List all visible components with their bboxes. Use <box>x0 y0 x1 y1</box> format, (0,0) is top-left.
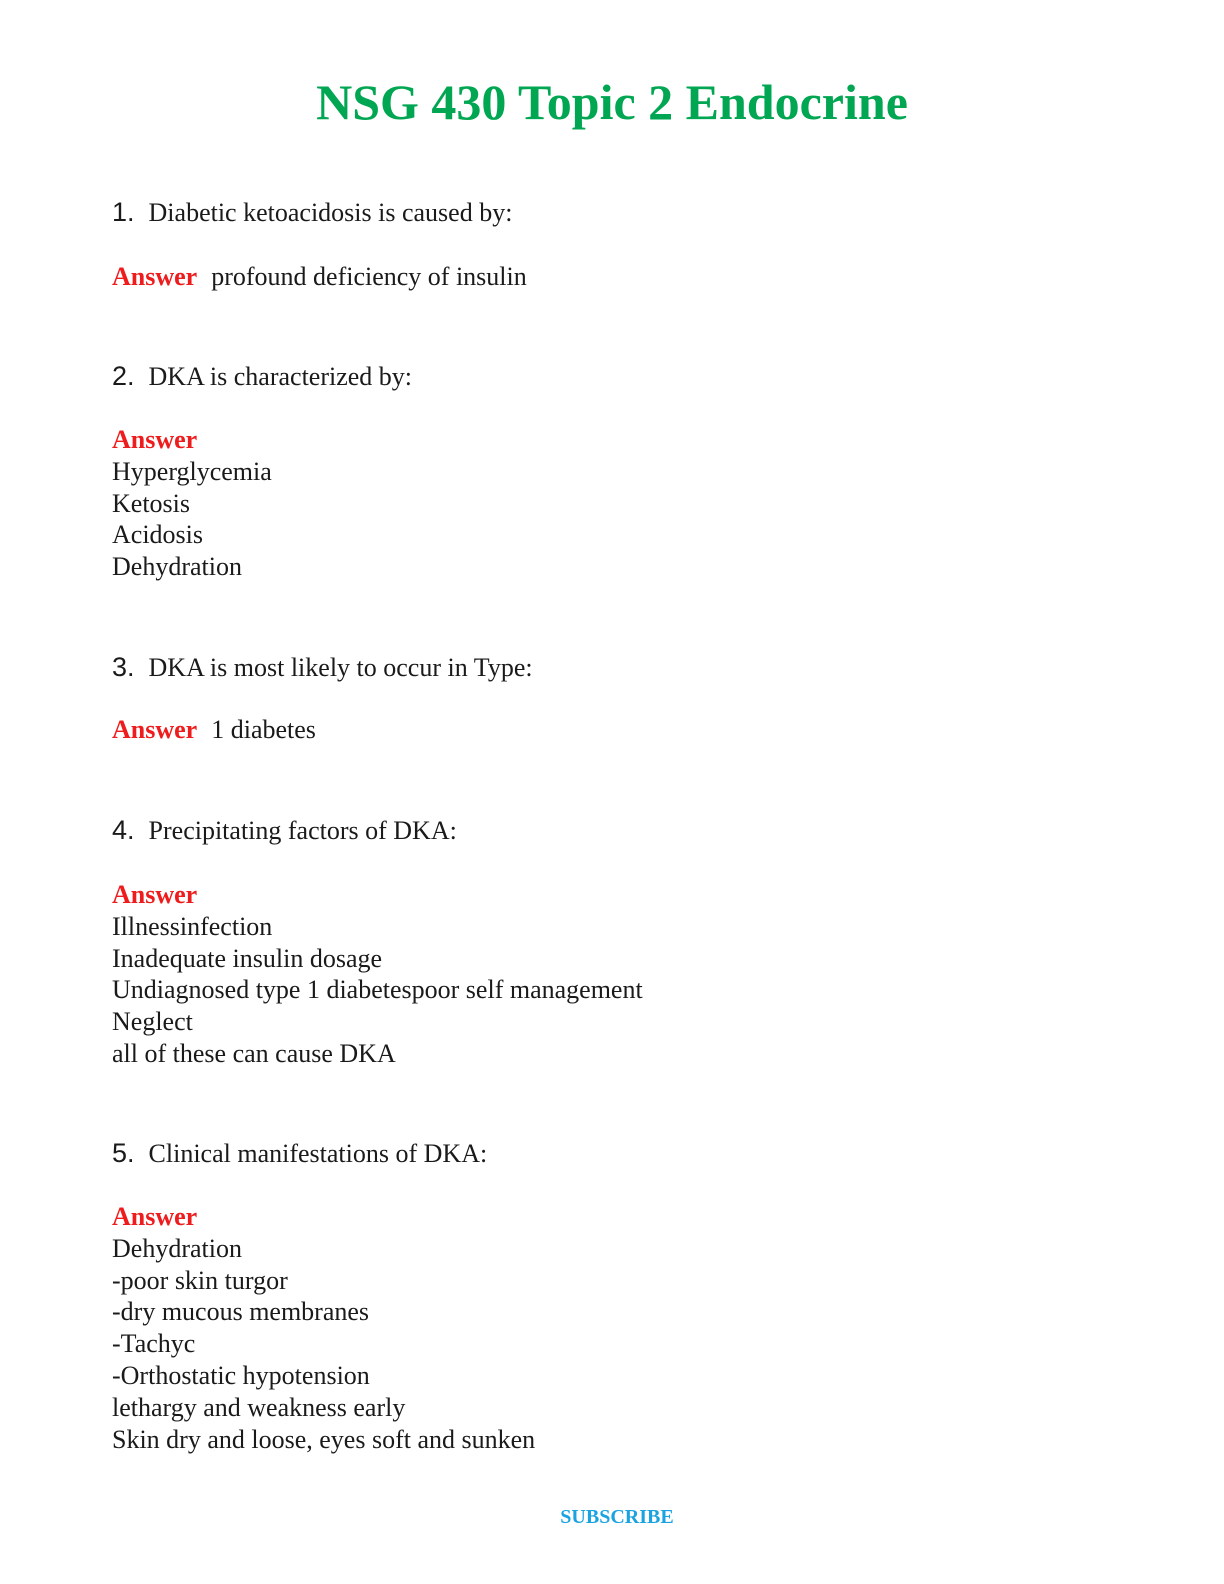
answer-item: Acidosis <box>112 520 203 550</box>
question-2 <box>112 360 412 393</box>
answer-text: 1 diabetes <box>211 715 316 744</box>
answer-5 <box>112 1201 535 1455</box>
question-text: DKA is characterized by: <box>148 362 413 391</box>
question-number: 4. <box>112 815 135 845</box>
question-4 <box>112 814 457 847</box>
question-text: Clinical manifestations of DKA: <box>148 1139 488 1168</box>
question-5 <box>112 1137 487 1170</box>
answer-item: lethargy and weakness early <box>112 1392 406 1422</box>
question-text: DKA is most likely to occur in Type: <box>148 653 533 682</box>
answer-1 <box>112 261 527 293</box>
answer-item: Dehydration <box>112 1233 242 1263</box>
answer-item: Skin dry and loose, eyes soft and sunken <box>112 1424 536 1454</box>
question-3 <box>112 651 533 684</box>
answer-item: -poor skin turgor <box>112 1265 288 1295</box>
question-number: 1. <box>112 197 135 227</box>
question-number: 5. <box>112 1138 135 1168</box>
answer-item: Undiagnosed type 1 diabetespoor self management <box>112 975 643 1005</box>
answer-label: Answer <box>112 262 198 291</box>
answer-4 <box>112 879 643 1070</box>
answer-item: Inadequate insulin dosage <box>112 943 383 973</box>
answer-text: profound deficiency of insulin <box>211 262 527 291</box>
question-1 <box>112 196 512 229</box>
answer-item: -Tachyc <box>112 1329 196 1359</box>
answer-item: -dry mucous membranes <box>112 1297 370 1327</box>
answer-item: -Orthostatic hypotension <box>112 1360 370 1390</box>
question-text: Precipitating factors of DKA: <box>148 816 457 845</box>
answer-item: Illnessinfection <box>112 911 273 941</box>
answer-label: Answer <box>112 425 198 454</box>
subscribe-link[interactable]: SUBSCRIBE <box>560 1506 674 1528</box>
answer-item: Neglect <box>112 1007 193 1037</box>
question-text: Diabetic ketoacidosis is caused by: <box>148 198 513 227</box>
answer-item: all of these can cause DKA <box>112 1038 396 1068</box>
answer-label: Answer <box>112 715 198 744</box>
answer-3 <box>112 714 316 746</box>
question-number: 2. <box>112 361 135 391</box>
answer-item: Dehydration <box>112 552 242 582</box>
answer-label: Answer <box>112 1202 198 1231</box>
answer-2 <box>112 424 272 583</box>
answer-item: Ketosis <box>112 488 190 518</box>
answer-item: Hyperglycemia <box>112 456 272 486</box>
page-title: NSG 430 Topic 2 Endocrine <box>316 74 908 130</box>
question-number: 3. <box>112 652 135 682</box>
answer-label: Answer <box>112 880 198 909</box>
